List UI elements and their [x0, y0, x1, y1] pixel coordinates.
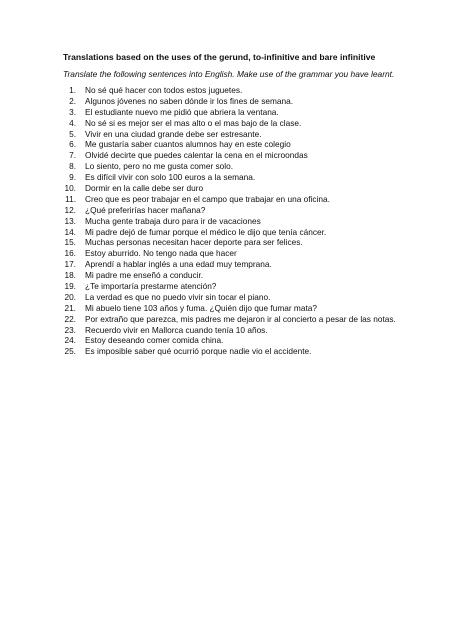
sentence-number: 16. [64, 248, 76, 259]
sentence-number: 14. [64, 226, 76, 237]
sentence-item [63, 335, 396, 346]
sentence-text: Recuerdo vivir en Mallorca cuando tenía 10 años. [85, 324, 268, 335]
sentence-number: 8. [69, 161, 76, 172]
document-instruction: Translate the following sentences into English. Make use of the grammar you have learnt. [63, 69, 395, 79]
sentence-text: ¿Qué preferirías hacer mañana? [85, 204, 206, 215]
sentence-item [63, 150, 396, 161]
sentence-number: 5. [69, 128, 76, 139]
sentence-number: 4. [69, 117, 76, 128]
sentence-item [63, 139, 396, 150]
sentence-text: No sé qué hacer con todos estos juguetes. [85, 85, 243, 95]
sentence-item [63, 118, 396, 129]
sentence-text: Estoy deseando comer comida china. [85, 335, 224, 346]
sentence-text: El estudiante nuevo me pidió que abriera la ventana. [85, 106, 279, 117]
sentence-item [63, 248, 396, 259]
sentence-item [63, 85, 396, 96]
sentence-text: Creo que es peor trabajar en el campo que trabajar en una oficina. [85, 193, 330, 204]
sentence-item [63, 96, 396, 107]
sentence-number: 7. [69, 150, 76, 161]
sentence-number: 17. [64, 259, 76, 270]
sentence-text: Algunos jóvenes no saben dónde ir los fines de semana. [85, 95, 294, 106]
sentence-text: La verdad es que no puedo vivir sin tocar el piano. [85, 291, 271, 302]
sentence-item [63, 216, 396, 227]
sentence-text: Aprendí a hablar inglés a una edad muy temprana. [85, 259, 272, 270]
sentence-text: No sé si es mejor ser el mas alto o el mas bajo de la clase. [85, 117, 302, 128]
sentence-text: Mucha gente trabaja duro para ir de vacaciones [85, 215, 261, 226]
sentence-text: Mi padre dejó de fumar porque el médico le dijo que tenía cáncer. [85, 226, 327, 237]
sentence-item [63, 325, 396, 336]
sentence-text: Por extraño que parezca, mis padres me dejaron ir al concierto a pesar de las notas. [85, 313, 396, 324]
sentence-number: 18. [64, 270, 76, 281]
document-title: Translations based on the uses of the gerund, to-infinitive and bare infinitive [63, 52, 376, 62]
sentence-text: Mi padre me enseñó a conducir. [85, 270, 204, 281]
sentence-number: 3. [69, 106, 76, 117]
sentence-text: Dormir en la calle debe ser duro [85, 183, 204, 194]
sentence-text: Muchas personas necesitan hacer deporte para ser felices. [85, 237, 303, 248]
sentence-number: 13. [64, 215, 76, 226]
sentence-number: 11. [65, 193, 76, 204]
sentence-number: 6. [69, 139, 76, 150]
sentence-text: Mi abuelo tiene 103 años y fuma. ¿Quién dijo que fumar mata? [85, 302, 317, 313]
sentence-item [63, 183, 396, 194]
sentence-number: 25. [64, 346, 76, 357]
sentence-item [63, 346, 396, 357]
sentence-item [63, 107, 396, 118]
sentence-number: 2. [69, 95, 76, 106]
sentence-number: 19. [64, 281, 76, 292]
sentence-item [63, 205, 396, 216]
sentence-text: Olvidé decirte que puedes calentar la cena en el microondas [85, 150, 308, 161]
sentence-item [63, 314, 396, 325]
sentence-number: 20. [64, 291, 76, 302]
sentence-number: 15. [64, 237, 76, 248]
sentence-number: 12. [64, 204, 76, 215]
sentence-text: Me gustaría saber cuantos alumnos hay en este colegio [85, 139, 291, 150]
sentence-text: Es difícil vivir con solo 100 euros a la semana. [85, 172, 256, 183]
sentence-item [63, 129, 396, 140]
sentence-number: 10. [64, 183, 76, 194]
sentence-item [63, 194, 396, 205]
sentence-number: 21. [64, 302, 76, 313]
sentence-item [63, 161, 396, 172]
sentence-number: 22. [64, 313, 76, 324]
sentence-text: Es imposible saber qué ocurrió porque nadie vio el accidente. [85, 346, 312, 357]
sentence-item [63, 281, 396, 292]
sentence-number: 24. [64, 335, 76, 346]
sentence-text: ¿Te importaría prestarme atención? [85, 281, 217, 292]
sentence-item [63, 270, 396, 281]
sentence-text: Estoy aburrido. No tengo nada que hacer [85, 248, 237, 259]
sentence-text: Lo siento, pero no me gusta comer solo. [85, 161, 234, 172]
sentence-number: 1. [69, 85, 76, 95]
sentence-item [63, 237, 396, 248]
sentence-text: Vivir en una ciudad grande debe ser estresante. [85, 128, 262, 139]
sentence-number: 23. [64, 324, 76, 335]
sentence-item [63, 227, 396, 238]
sentence-list [63, 85, 396, 357]
sentence-item [63, 172, 396, 183]
sentence-item [63, 303, 396, 314]
sentence-item [63, 259, 396, 270]
sentence-number: 9. [69, 172, 76, 183]
sentence-item [63, 292, 396, 303]
